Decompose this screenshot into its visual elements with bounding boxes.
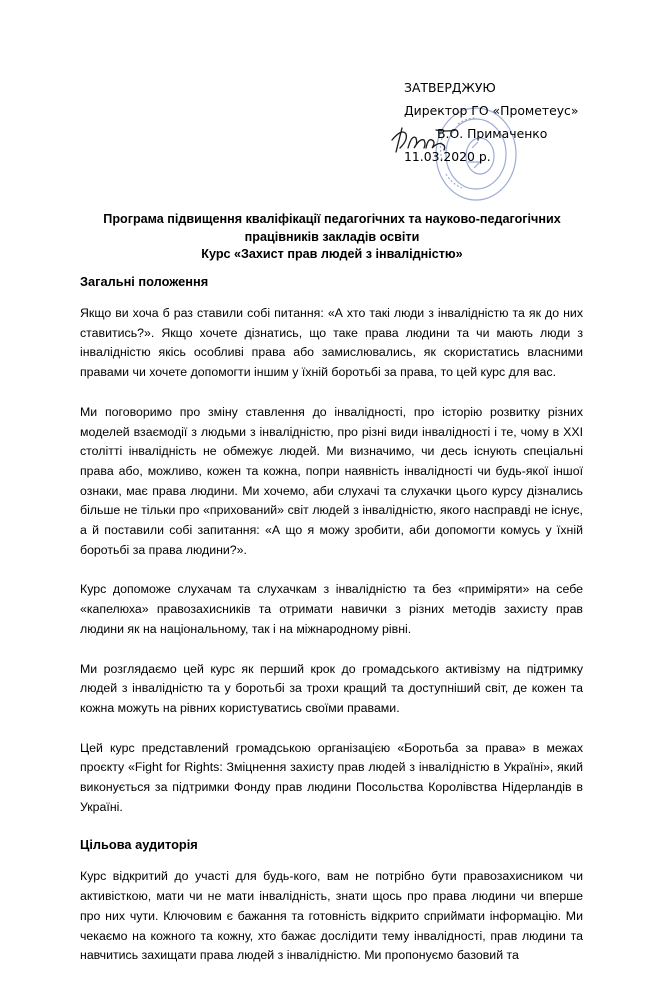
paragraph: Курс відкритий до участі для будь-кого, вам не потрібно бути правозахисником чи активісткою, мати чи не мати інвалідність, знати щось про права людини чи вперше про них чути. Ключовим є бажання та готовність відкрито сприймати інформацію. Ми чекаємо на кожного та кожну, хто бажає дослідити тему інвалідності, прав людини та навчитись захищати права людей з інвалідністю. Ми пропонуємо базовий та (80, 869, 583, 963)
document-title (80, 211, 584, 264)
title-line-3: Курс «Захист прав людей з інвалідністю» (201, 247, 463, 261)
approval-date: 11.03.2020 р. (404, 149, 491, 164)
paragraph: Якщо ви хоча б раз ставили собі питання: «А хто такі люди з інвалідністю та як до них ставитись?». Якщо хочете дізнатись, що таке права людини та чи мають люди з інвалідністю якісь особливі права або замислювались, як скористатись власними правами чи хочете допомогти іншим у їхній боротьбі за права, то цей курс для вас. (80, 306, 583, 380)
paragraph: Ми поговоримо про зміну ставлення до інвалідності, про історію розвитку різних моделей взаємодії з людьми з інвалідністю, про різні види інвалідності і те, чому в XXI столітті інвалідність не обмежує людей. Ми визначимо, чи десь існують спеціальні права або, можливо, кожен та кожна, попри наявність інвалідності чи будь-якої іншої ознаки, має права людини. Ми хочемо, аби слухачі та слухачки цього курсу дізнались більше не тільки про «прихований» світ людей з інвалідністю, якого насправді не існує, а й поставили собі запитання: «А що я можу зробити, аби допомогти комусь у їхній боротьбі за права людини?». (80, 404, 583, 557)
paragraph: Цей курс представлений громадською організацією «Боротьба за права» в межах проєкту «Fight for Rights: Зміцнення захисту прав людей з інвалідністю в Україні», який виконується за підтримки Фонду прав людини Посольства Королівства Нідерландів в Україні. (80, 740, 583, 814)
approve-label: ЗАТВЕРДЖУЮ (404, 80, 496, 95)
document-body (80, 272, 583, 986)
title-line-1: Програма підвищення кваліфікації педагогічних та науково-педагогічних (103, 212, 561, 226)
title-line-2: працівників закладів освіти (244, 229, 420, 244)
director-signature (386, 122, 464, 156)
director-name: В.О. Примаченко (437, 126, 548, 141)
director-position: Директор ГО «Прометеус» (404, 103, 579, 118)
heading-general: Загальні положення (80, 274, 209, 289)
heading-audience: Цільова аудиторія (80, 837, 198, 853)
paragraph: Курс допоможе слухачам та слухачкам з інвалідністю та без «приміряти» на себе «капелюха» правозахисників та отримати навички з різних методів захисту прав людини як на національному, так і на міжнародному рівні. (80, 582, 583, 636)
paragraph: Ми розглядаємо цей курс як перший крок до громадського активізму на підтримку людей з інвалідністю та у боротьбі за трохи кращий та доступніший світ, де кожен та кожна можуть на рівних користуватись своїми правами. (80, 661, 583, 715)
